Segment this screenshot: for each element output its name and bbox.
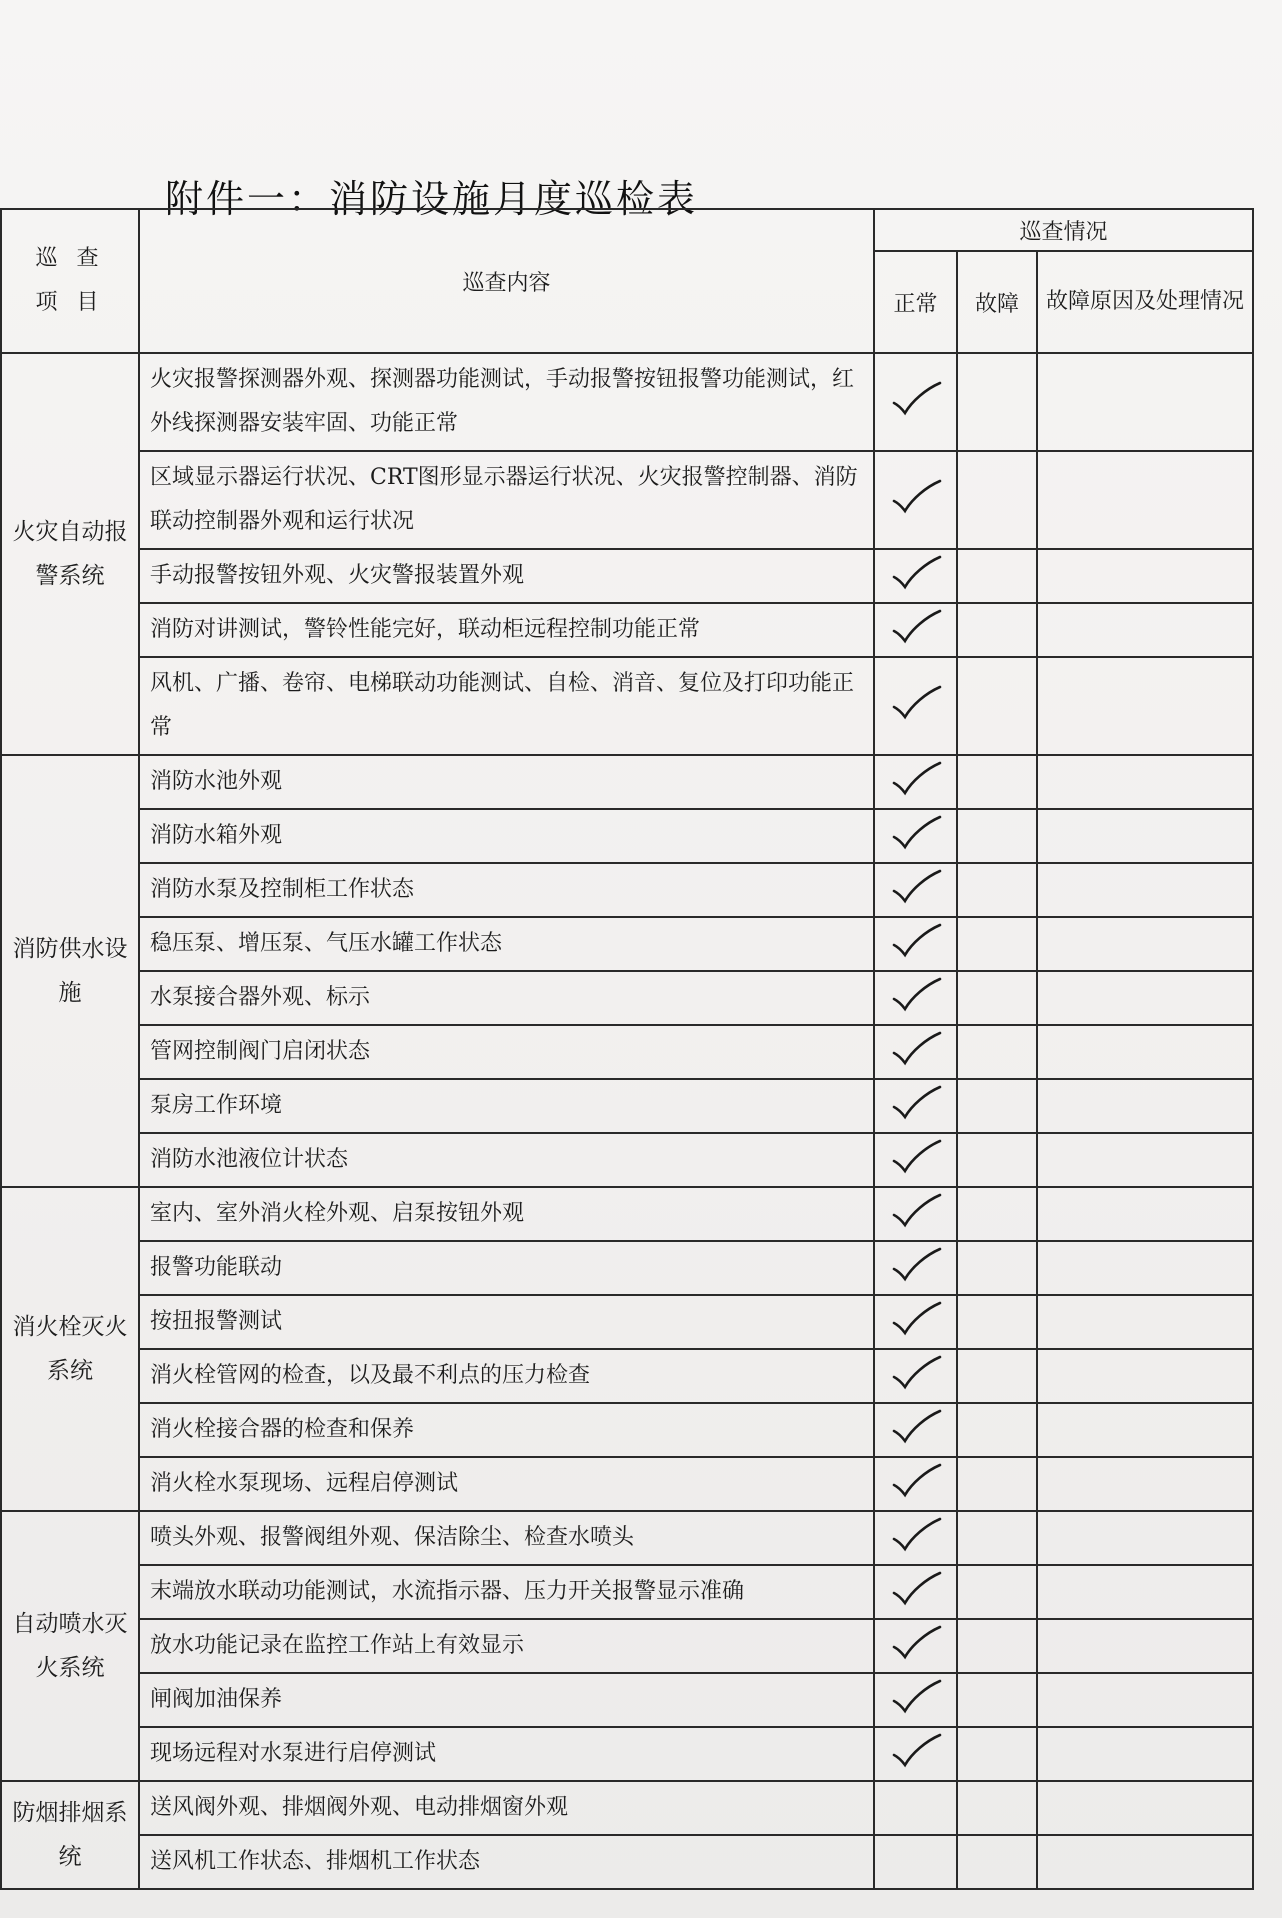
table-row [1, 1511, 1253, 1565]
reason-cell [1037, 1187, 1253, 1241]
table-row [1, 863, 1253, 917]
reason-cell [1037, 1349, 1253, 1403]
header-category [1, 209, 139, 353]
content-cell: 喷头外观、报警阀组外观、保洁除尘、检查水喷头 [139, 1511, 874, 1565]
content-cell: 消火栓管网的检查，以及最不利点的压力检查 [139, 1349, 874, 1403]
fault-cell [957, 1835, 1037, 1889]
fault-cell [957, 1295, 1037, 1349]
normal-cell [874, 1835, 957, 1889]
reason-cell [1037, 1133, 1253, 1187]
normal-cell [874, 1781, 957, 1835]
normal-cell [874, 1241, 957, 1295]
normal-cell [874, 657, 957, 755]
header-content: 巡查内容 [139, 209, 874, 353]
fault-cell [957, 1727, 1037, 1781]
check-mark-icon [888, 379, 944, 419]
check-mark-icon [888, 1407, 944, 1447]
fault-cell [957, 1673, 1037, 1727]
table-row [1, 809, 1253, 863]
fault-cell [957, 1457, 1037, 1511]
normal-cell [874, 1403, 957, 1457]
content-cell: 按扭报警测试 [139, 1295, 874, 1349]
reason-cell [1037, 971, 1253, 1025]
content-cell: 消防水池外观 [139, 755, 874, 809]
reason-cell [1037, 1025, 1253, 1079]
fault-cell [957, 549, 1037, 603]
reason-cell [1037, 657, 1253, 755]
table-row [1, 1781, 1253, 1835]
reason-cell [1037, 1781, 1253, 1835]
reason-cell [1037, 549, 1253, 603]
fault-cell [957, 1619, 1037, 1673]
content-cell: 消防水箱外观 [139, 809, 874, 863]
fault-cell [957, 863, 1037, 917]
content-cell: 消防对讲测试，警铃性能完好，联动柜远程控制功能正常 [139, 603, 874, 657]
check-mark-icon [888, 759, 944, 799]
check-mark-icon [888, 921, 944, 961]
fault-cell [957, 657, 1037, 755]
content-cell: 报警功能联动 [139, 1241, 874, 1295]
normal-cell [874, 1295, 957, 1349]
content-cell: 送风阀外观、排烟阀外观、电动排烟窗外观 [139, 1781, 874, 1835]
fault-cell [957, 809, 1037, 863]
table-row [1, 1457, 1253, 1511]
category-cell: 火灾自动报警系统 [1, 353, 139, 755]
check-mark-icon [888, 1677, 944, 1717]
content-cell: 室内、室外消火栓外观、启泵按钮外观 [139, 1187, 874, 1241]
content-cell: 消防水泵及控制柜工作状态 [139, 863, 874, 917]
normal-cell [874, 1133, 957, 1187]
content-cell: 稳压泵、增压泵、气压水罐工作状态 [139, 917, 874, 971]
reason-cell [1037, 863, 1253, 917]
category-cell: 消火栓灭火系统 [1, 1187, 139, 1511]
table-row [1, 1727, 1253, 1781]
table-row [1, 1295, 1253, 1349]
table-row [1, 1403, 1253, 1457]
content-cell: 消火栓接合器的检查和保养 [139, 1403, 874, 1457]
check-mark-icon [888, 1245, 944, 1285]
reason-cell [1037, 1511, 1253, 1565]
check-mark-icon [888, 1353, 944, 1393]
check-mark-icon [888, 1623, 944, 1663]
reason-cell [1037, 755, 1253, 809]
table-header [1, 209, 1253, 353]
normal-cell [874, 755, 957, 809]
check-mark-icon [888, 1083, 944, 1123]
fault-cell [957, 1187, 1037, 1241]
fault-cell [957, 1349, 1037, 1403]
reason-cell [1037, 809, 1253, 863]
fault-cell [957, 1511, 1037, 1565]
table-body [1, 353, 1253, 1889]
check-mark-icon [888, 1569, 944, 1609]
inspection-table [0, 208, 1254, 1890]
check-mark-icon [888, 477, 944, 517]
table-row [1, 1241, 1253, 1295]
fault-cell [957, 971, 1037, 1025]
content-cell: 风机、广播、卷帘、电梯联动功能测试、自检、消音、复位及打印功能正常 [139, 657, 874, 755]
header-reason: 故障原因及处理情况 [1037, 251, 1253, 353]
fault-cell [957, 917, 1037, 971]
category-cell: 消防供水设施 [1, 755, 139, 1187]
reason-cell [1037, 1619, 1253, 1673]
fault-cell [957, 1079, 1037, 1133]
page-title: 附件一：消防设施月度巡检表 [165, 177, 699, 221]
table-row [1, 353, 1253, 451]
fault-cell [957, 1781, 1037, 1835]
table-row [1, 1619, 1253, 1673]
table-row [1, 451, 1253, 549]
reason-cell [1037, 1673, 1253, 1727]
normal-cell [874, 1457, 957, 1511]
normal-cell [874, 549, 957, 603]
reason-cell [1037, 1457, 1253, 1511]
check-mark-icon [888, 553, 944, 593]
reason-cell [1037, 1241, 1253, 1295]
fault-cell [957, 1025, 1037, 1079]
reason-cell [1037, 1565, 1253, 1619]
normal-cell [874, 1187, 957, 1241]
table-row [1, 755, 1253, 809]
check-mark-icon [888, 1461, 944, 1501]
content-cell: 管网控制阀门启闭状态 [139, 1025, 874, 1079]
header-fault: 故障 [957, 251, 1037, 353]
normal-cell [874, 1025, 957, 1079]
content-cell: 消火栓水泵现场、远程启停测试 [139, 1457, 874, 1511]
normal-cell [874, 863, 957, 917]
fault-cell [957, 1133, 1037, 1187]
content-cell: 水泵接合器外观、标示 [139, 971, 874, 1025]
check-mark-icon [888, 975, 944, 1015]
fault-cell [957, 755, 1037, 809]
check-mark-icon [888, 1191, 944, 1231]
reason-cell [1037, 1835, 1253, 1889]
check-mark-icon [888, 813, 944, 853]
table-row [1, 1565, 1253, 1619]
fault-cell [957, 603, 1037, 657]
category-cell: 自动喷水灭火系统 [1, 1511, 139, 1781]
fault-cell [957, 451, 1037, 549]
reason-cell [1037, 1727, 1253, 1781]
table-row [1, 1079, 1253, 1133]
fault-cell [957, 1565, 1037, 1619]
content-cell: 泵房工作环境 [139, 1079, 874, 1133]
table-row [1, 1349, 1253, 1403]
content-cell: 闸阀加油保养 [139, 1673, 874, 1727]
fault-cell [957, 353, 1037, 451]
table-row [1, 549, 1253, 603]
header-status-group: 巡查情况 [874, 209, 1253, 251]
normal-cell [874, 603, 957, 657]
table-row [1, 1025, 1253, 1079]
reason-cell [1037, 353, 1253, 451]
reason-cell [1037, 451, 1253, 549]
check-mark-icon [888, 867, 944, 907]
table-row [1, 1673, 1253, 1727]
reason-cell [1037, 1403, 1253, 1457]
normal-cell [874, 917, 957, 971]
header-category-line: 项 目 [35, 290, 105, 315]
normal-cell [874, 1079, 957, 1133]
content-cell: 现场远程对水泵进行启停测试 [139, 1727, 874, 1781]
check-mark-icon [888, 1299, 944, 1339]
check-mark-icon [888, 683, 944, 723]
check-mark-icon [888, 1515, 944, 1555]
normal-cell [874, 809, 957, 863]
normal-cell [874, 451, 957, 549]
content-cell: 手动报警按钮外观、火灾警报装置外观 [139, 549, 874, 603]
normal-cell [874, 1673, 957, 1727]
check-mark-icon [888, 1137, 944, 1177]
normal-cell [874, 1349, 957, 1403]
content-cell: 末端放水联动功能测试，水流指示器、压力开关报警显示准确 [139, 1565, 874, 1619]
reason-cell [1037, 603, 1253, 657]
check-mark-icon [888, 1731, 944, 1771]
normal-cell [874, 353, 957, 451]
content-cell: 放水功能记录在监控工作站上有效显示 [139, 1619, 874, 1673]
table-row [1, 917, 1253, 971]
fault-cell [957, 1241, 1037, 1295]
category-cell: 防烟排烟系 统 [1, 1781, 139, 1889]
check-mark-icon [888, 607, 944, 647]
content-cell: 送风机工作状态、排烟机工作状态 [139, 1835, 874, 1889]
reason-cell [1037, 1295, 1253, 1349]
normal-cell [874, 1727, 957, 1781]
content-cell: 火灾报警探测器外观、探测器功能测试，手动报警按钮报警功能测试，红外线探测器安装牢固、功能正常 [139, 353, 874, 451]
normal-cell [874, 971, 957, 1025]
content-cell: 消防水池液位计状态 [139, 1133, 874, 1187]
reason-cell [1037, 1079, 1253, 1133]
normal-cell [874, 1619, 957, 1673]
fault-cell [957, 1403, 1037, 1457]
normal-cell [874, 1565, 957, 1619]
content-cell: 区域显示器运行状况、CRT图形显示器运行状况、火灾报警控制器、消防联动控制器外观和运行状况 [139, 451, 874, 549]
table-row [1, 1187, 1253, 1241]
table-row [1, 657, 1253, 755]
header-normal: 正常 [874, 251, 957, 353]
table-row [1, 1133, 1253, 1187]
table-row [1, 603, 1253, 657]
table-row [1, 971, 1253, 1025]
normal-cell [874, 1511, 957, 1565]
table-row [1, 1835, 1253, 1889]
check-mark-icon [888, 1029, 944, 1069]
header-category-line: 巡 查 [35, 246, 105, 271]
reason-cell [1037, 917, 1253, 971]
